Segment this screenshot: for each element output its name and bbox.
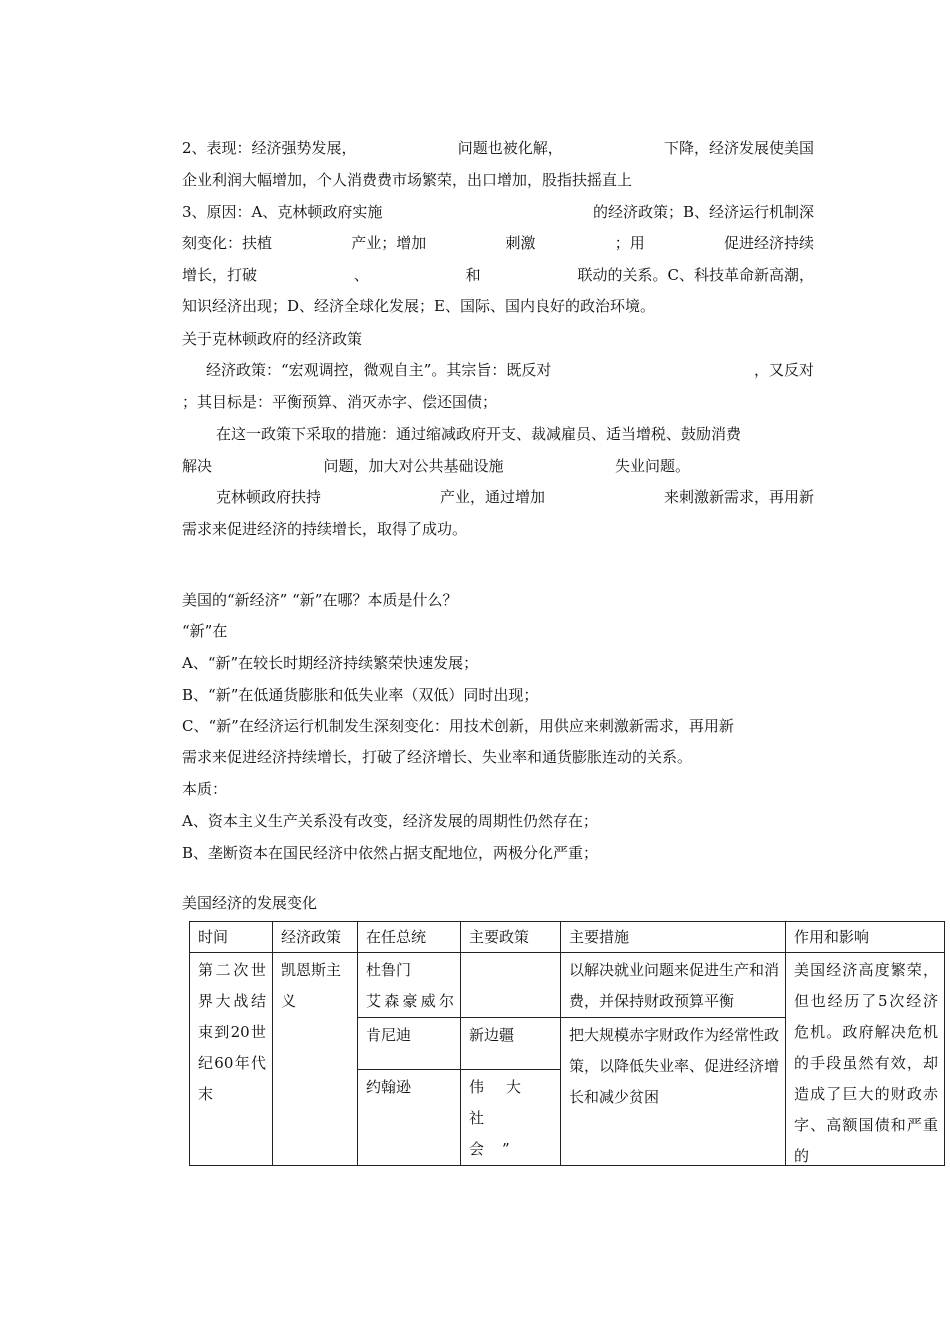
- essence-point-a: A、资本主义生产关系没有改变，经济发展的周期性仍然存在；: [182, 812, 598, 830]
- policy-cell: 凯恩斯主义: [273, 953, 358, 1166]
- text-segment: 下降，经济发展使美国: [663, 139, 814, 157]
- impact-cell: [786, 953, 945, 1166]
- header-main-policy: 主要政策: [461, 922, 561, 953]
- text-segment: 失业问题。: [614, 457, 690, 475]
- reason-line-1: [182, 202, 814, 222]
- reason-line-2: [182, 233, 814, 253]
- text-segment: 克林顿政府扶持: [216, 488, 322, 506]
- policy-line-2: ；其目标是：平衡预算、消灭赤字、偿还国债；: [182, 393, 498, 411]
- main-policy-new-frontier: 新边疆: [461, 1018, 561, 1070]
- text-segment: 产业；增加: [351, 234, 427, 252]
- policy-line-5: [216, 487, 814, 507]
- policy-line-1: [206, 360, 814, 380]
- text-segment: 问题，加大对公共基础设施: [323, 457, 504, 475]
- new-point-c-line-2: 需求来促进经济持续增长，打破了经济增长、失业率和通货膨胀连动的关系。: [182, 748, 693, 766]
- period-text: 第二次世界大战结束到20世纪60年代末: [198, 961, 266, 1103]
- text-segment: 和: [465, 266, 481, 284]
- text-segment: 3、原因：A、克林顿政府实施: [182, 203, 383, 221]
- main-policy-cell: [461, 953, 561, 1018]
- impact-text: 美国经济高度繁荣，但也经历了5次经济危机。政府解决危机的手段虽然有效，却造成了巨大的财政赤字、高额国债和严重的: [794, 961, 938, 1165]
- performance-line-2: 企业利润大幅增加，个人消费费市场繁荣，出口增加，股指扶摇直上: [182, 171, 633, 189]
- new-economy-question: 美国的“新经济” “新”在哪？本质是什么？: [182, 591, 458, 609]
- reason-line-3: [182, 265, 814, 285]
- header-president: 在任总统: [358, 922, 461, 953]
- measure-cell-2: 把大规模赤字财政作为经常性政策，以降低失业率、促进经济增长和减少贫困: [561, 1018, 786, 1166]
- period-cell: [190, 953, 273, 1166]
- president-eisenhower: 艾森豪威尔: [366, 992, 454, 1010]
- clinton-policy-heading: 关于克林顿政府的经济政策: [182, 330, 363, 348]
- text-segment: 刻变化：扶植: [182, 234, 273, 252]
- text-segment: 刺激: [505, 234, 536, 252]
- text-segment: 促进经济持续: [723, 234, 814, 252]
- president-truman: 杜鲁门: [366, 961, 412, 979]
- text-segment: 联动的关系。C、科技革命新高潮，: [577, 266, 814, 284]
- essence-label: 本质：: [182, 780, 228, 798]
- new-point-a: A、“新”在较长时期经济持续繁荣快速发展；: [182, 654, 479, 672]
- table-caption: 美国经济的发展变化: [182, 894, 318, 912]
- policy-line-3: 在这一政策下采取的措施：通过缩减政府开支、裁减雇员、适当增税、鼓励消费: [216, 425, 742, 443]
- text-segment: ；用: [614, 234, 645, 252]
- reason-line-4: 知识经济出现；D、经济全球化发展；E、国际、国内良好的政治环境。: [182, 297, 655, 315]
- header-impact: 作用和影响: [786, 922, 945, 953]
- policy-line-6: 需求来促进经济的持续增长，取得了成功。: [182, 520, 468, 538]
- president-cell: [358, 953, 461, 1018]
- text-segment: 2、表现：经济强势发展，: [182, 139, 357, 157]
- president-kennedy: 肯尼迪: [358, 1018, 461, 1070]
- new-point-b: B、“新”在低通货膨胀和低失业率（双低）同时出现；: [182, 686, 539, 704]
- table-header-row: [190, 922, 945, 953]
- measure-cell-1: 以解决就业问题来促进生产和消费，并保持财政预算平衡: [561, 953, 786, 1018]
- essence-point-b: B、垄断资本在国民经济中依然占据支配地位，两极分化严重；: [182, 844, 599, 862]
- text-segment: ，又反对: [753, 361, 814, 379]
- text-segment: 问题也被化解，: [457, 139, 563, 157]
- president-johnson: 约翰逊: [358, 1070, 461, 1166]
- main-policy-great-society: [461, 1070, 561, 1166]
- new-point-c-line-1: C、“新”在经济运行机制发生深刻变化：用技术创新，用供应来刺激新需求，再用新: [182, 717, 734, 735]
- new-in-label: “新”在: [182, 622, 228, 640]
- header-main-measures: 主要措施: [561, 922, 786, 953]
- text-segment: 解决: [182, 457, 213, 475]
- great-society-text: 伟大社会”: [469, 1078, 539, 1158]
- economy-table: [189, 921, 945, 1166]
- text-segment: 的经济政策；B、经济运行机制深: [592, 203, 814, 221]
- header-time: 时间: [190, 922, 273, 953]
- policy-line-4: [182, 456, 690, 476]
- text-segment: 经济政策：“宏观调控，微观自主”。其宗旨：既反对: [206, 361, 552, 379]
- table-row: [190, 953, 945, 1018]
- header-economic-policy: 经济政策: [273, 922, 358, 953]
- text-segment: 、: [353, 266, 369, 284]
- text-segment: 增长，打破: [182, 266, 258, 284]
- text-segment: 产业，通过增加: [439, 488, 545, 506]
- text-segment: 来刺激新需求，再用新: [663, 488, 814, 506]
- performance-line-1: [182, 138, 814, 158]
